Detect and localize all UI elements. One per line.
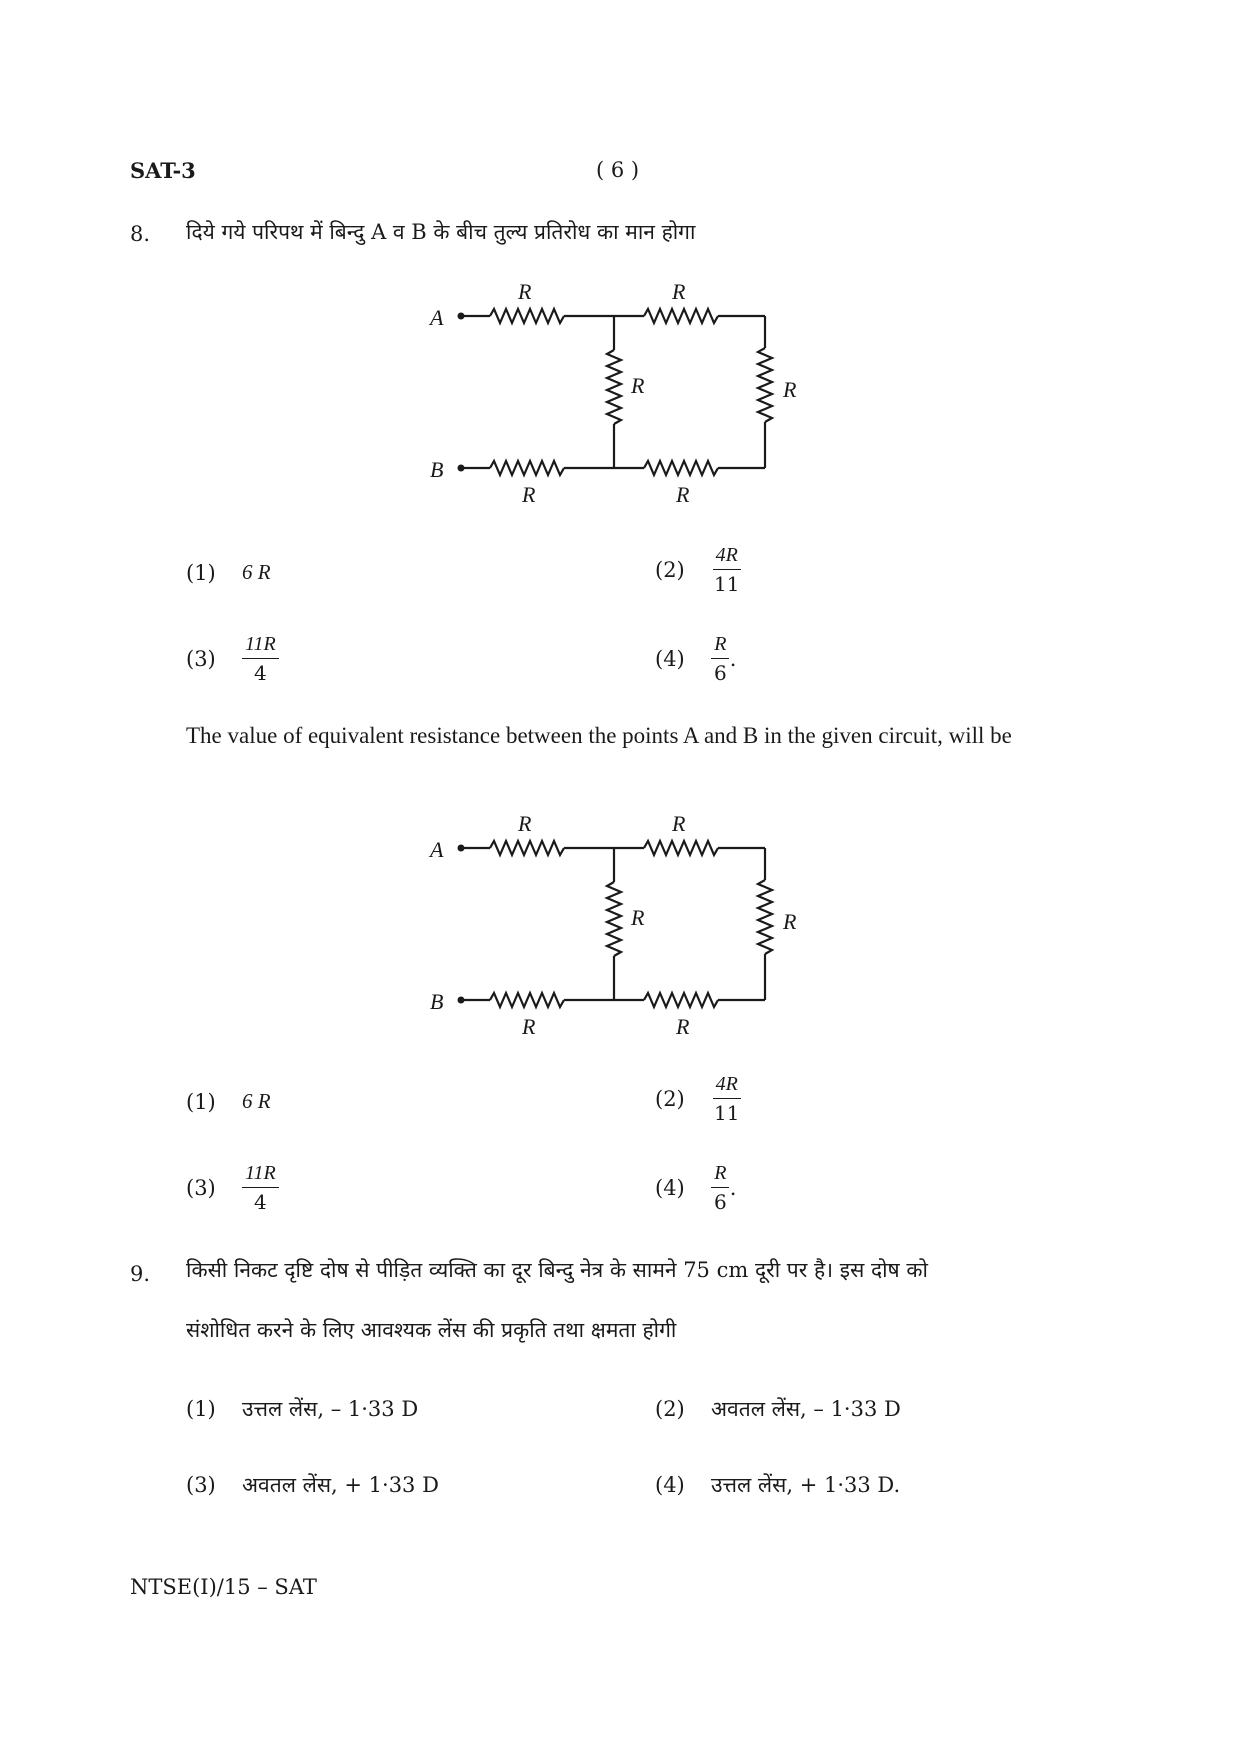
option-1[interactable] xyxy=(186,1089,271,1114)
option-value: अवतल लेंस, – 1·33 D xyxy=(711,1397,901,1421)
fraction: $\frac{4R}{11}$ xyxy=(711,1070,742,1127)
option-number: (2) xyxy=(655,1397,685,1421)
terminal-a-label: A xyxy=(430,305,444,330)
option-number: (2) xyxy=(655,1086,685,1111)
option-value: 6 R xyxy=(242,560,271,584)
option-2[interactable] xyxy=(655,1070,742,1127)
resistor-label: R xyxy=(518,279,532,304)
resistor-label: R xyxy=(676,482,690,507)
fraction: $\frac{R}{6}$ xyxy=(711,1159,730,1216)
fraction: $\frac{11R}{4}$ xyxy=(242,1159,279,1216)
resistor-label: R xyxy=(672,811,686,836)
option-3[interactable] xyxy=(186,1159,279,1216)
fraction: $\frac{R}{6}$ xyxy=(711,630,730,687)
option-number: (2) xyxy=(655,557,685,582)
option-number: (4) xyxy=(655,646,685,671)
resistor-label: R xyxy=(676,1014,690,1039)
question-text-line-1: किसी निकट दृष्टि दोष से पीड़ित व्यक्ति का दूर बिन्दु नेत्र के सामने 75 cm दूरी पर है। इस दोष को xyxy=(186,1258,928,1282)
resistor-label: R xyxy=(522,482,536,507)
option-1[interactable] xyxy=(186,1395,418,1423)
option-value: 6 R xyxy=(242,1089,271,1113)
terminal-b-label: B xyxy=(430,457,444,482)
question-number: 9. xyxy=(130,1262,151,1286)
option-3[interactable] xyxy=(186,1471,439,1499)
resistor-label: R xyxy=(783,377,797,402)
option-number: (3) xyxy=(186,646,216,671)
question-text-line-2: संशोधित करने के लिए आवश्यक लेंस की प्रकृति तथा क्षमता होगी xyxy=(186,1318,677,1342)
resistor-label: R xyxy=(522,1014,536,1039)
option-suffix: . xyxy=(729,646,737,671)
option-number: (3) xyxy=(186,1473,216,1497)
option-1[interactable] xyxy=(186,560,271,585)
option-number: (1) xyxy=(186,560,216,585)
option-4[interactable] xyxy=(655,1471,900,1499)
option-value: अवतल लेंस, + 1·33 D xyxy=(242,1473,439,1497)
terminal-b-label: B xyxy=(430,989,444,1014)
option-number: (1) xyxy=(186,1397,216,1421)
option-number: (4) xyxy=(655,1473,685,1497)
resistor-label: R xyxy=(783,909,797,934)
option-2[interactable] xyxy=(655,1395,901,1423)
page-number: ( 6 ) xyxy=(596,158,640,182)
fraction: $\frac{11R}{4}$ xyxy=(242,630,279,687)
question-number: 8. xyxy=(130,222,151,246)
resistor-label: R xyxy=(631,905,645,930)
resistor-label: R xyxy=(631,373,645,398)
option-suffix: . xyxy=(729,1175,737,1200)
option-3[interactable] xyxy=(186,630,279,687)
option-4[interactable] xyxy=(655,630,736,687)
option-2[interactable] xyxy=(655,541,742,598)
question-text-english: The value of equivalent resistance between the points A and B in the given circuit, will be xyxy=(186,723,1012,748)
resistor-label: R xyxy=(672,279,686,304)
option-4[interactable] xyxy=(655,1159,736,1216)
option-number: (4) xyxy=(655,1175,685,1200)
terminal-a-label: A xyxy=(430,837,444,862)
paper-code: SAT-3 xyxy=(130,158,196,183)
resistor-label: R xyxy=(518,811,532,836)
circuit-diagram xyxy=(420,270,840,515)
option-value: उत्तल लेंस, + 1·33 D. xyxy=(711,1473,901,1497)
option-number: (1) xyxy=(186,1089,216,1114)
fraction: $\frac{4R}{11}$ xyxy=(711,541,742,598)
circuit-diagram xyxy=(420,802,840,1047)
footer-code: NTSE(I)/15 – SAT xyxy=(130,1575,317,1599)
option-value: उत्तल लेंस, – 1·33 D xyxy=(242,1397,419,1421)
option-number: (3) xyxy=(186,1175,216,1200)
question-text-hindi: दिये गये परिपथ में बिन्दु A व B के बीच तुल्य प्रतिरोध का मान होगा xyxy=(186,220,696,244)
